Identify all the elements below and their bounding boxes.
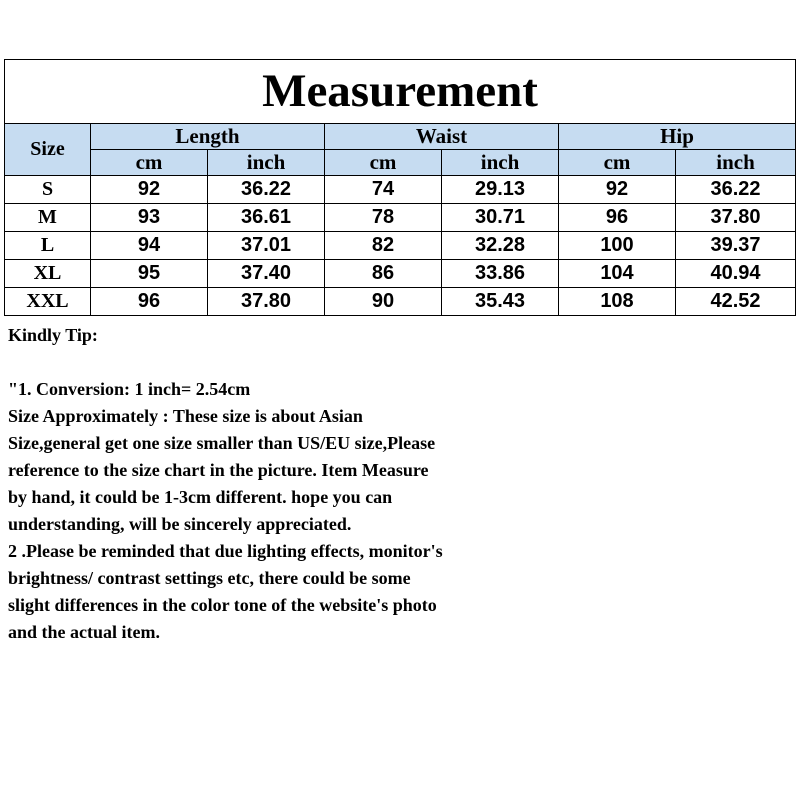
hip-cm-header: cm: [559, 150, 676, 176]
tip-line: reference to the size chart in the picture. Item Measure: [8, 460, 429, 480]
length-cm-header: cm: [91, 150, 208, 176]
size-cell: L: [5, 232, 91, 260]
waist-inch-cell: 35.43: [442, 288, 559, 316]
length-inch-cell: 37.01: [208, 232, 325, 260]
waist-cm-cell: 78: [325, 204, 442, 232]
table-row: [5, 260, 796, 288]
tip-line: and the actual item.: [8, 622, 160, 642]
waist-group-header: Waist: [325, 124, 559, 150]
hip-inch-cell: 40.94: [676, 260, 796, 288]
length-cm-cell: 94: [91, 232, 208, 260]
tip-line: Size,general get one size smaller than US/EU size,Please: [8, 433, 436, 453]
table-row: [5, 232, 796, 260]
tip-line: Size Approximately : These size is about Asian: [8, 406, 363, 426]
waist-cm-header: cm: [325, 150, 442, 176]
hip-cm-cell: 100: [559, 232, 676, 260]
tip-spacer: [8, 349, 788, 376]
waist-cm-cell: 82: [325, 232, 442, 260]
length-inch-cell: 37.80: [208, 288, 325, 316]
tip-line: "1. Conversion: 1 inch= 2.54cm: [8, 379, 251, 399]
length-cm-cell: 95: [91, 260, 208, 288]
size-cell: S: [5, 176, 91, 204]
tip-line: brightness/ contrast settings etc, there could be some: [8, 568, 411, 588]
page-title: Measurement: [5, 60, 796, 124]
group-header-row: [5, 124, 796, 150]
size-cell: XXL: [5, 288, 91, 316]
size-chart-table: [4, 59, 796, 316]
tip-line: slight differences in the color tone of the website's photo: [8, 595, 437, 615]
waist-inch-cell: 29.13: [442, 176, 559, 204]
waist-cm-cell: 90: [325, 288, 442, 316]
title-row: [5, 60, 796, 124]
length-cm-cell: 92: [91, 176, 208, 204]
tip-line: understanding, will be sincerely appreciated.: [8, 514, 352, 534]
waist-cm-cell: 86: [325, 260, 442, 288]
tip-line: by hand, it could be 1-3cm different. hope you can: [8, 487, 393, 507]
hip-cm-cell: 108: [559, 288, 676, 316]
length-cm-cell: 96: [91, 288, 208, 316]
table-row: [5, 288, 796, 316]
hip-cm-cell: 104: [559, 260, 676, 288]
length-cm-cell: 93: [91, 204, 208, 232]
hip-inch-header: inch: [676, 150, 796, 176]
hip-inch-cell: 37.80: [676, 204, 796, 232]
length-inch-cell: 37.40: [208, 260, 325, 288]
tip-heading: Kindly Tip:: [8, 325, 98, 345]
hip-cm-cell: 92: [559, 176, 676, 204]
waist-inch-cell: 33.86: [442, 260, 559, 288]
tip-line: 2 .Please be reminded that due lighting effects, monitor's: [8, 541, 443, 561]
length-inch-header: inch: [208, 150, 325, 176]
kindly-tip-section: [8, 322, 788, 646]
waist-inch-cell: 30.71: [442, 204, 559, 232]
hip-inch-cell: 39.37: [676, 232, 796, 260]
length-inch-cell: 36.61: [208, 204, 325, 232]
size-cell: M: [5, 204, 91, 232]
size-column-header: Size: [5, 124, 91, 176]
table-row: [5, 176, 796, 204]
hip-cm-cell: 96: [559, 204, 676, 232]
unit-header-row: [5, 150, 796, 176]
size-cell: XL: [5, 260, 91, 288]
table-row: [5, 204, 796, 232]
hip-inch-cell: 42.52: [676, 288, 796, 316]
hip-group-header: Hip: [559, 124, 796, 150]
size-chart-sheet: [4, 59, 795, 319]
length-group-header: Length: [91, 124, 325, 150]
waist-inch-cell: 32.28: [442, 232, 559, 260]
waist-cm-cell: 74: [325, 176, 442, 204]
hip-inch-cell: 36.22: [676, 176, 796, 204]
length-inch-cell: 36.22: [208, 176, 325, 204]
waist-inch-header: inch: [442, 150, 559, 176]
